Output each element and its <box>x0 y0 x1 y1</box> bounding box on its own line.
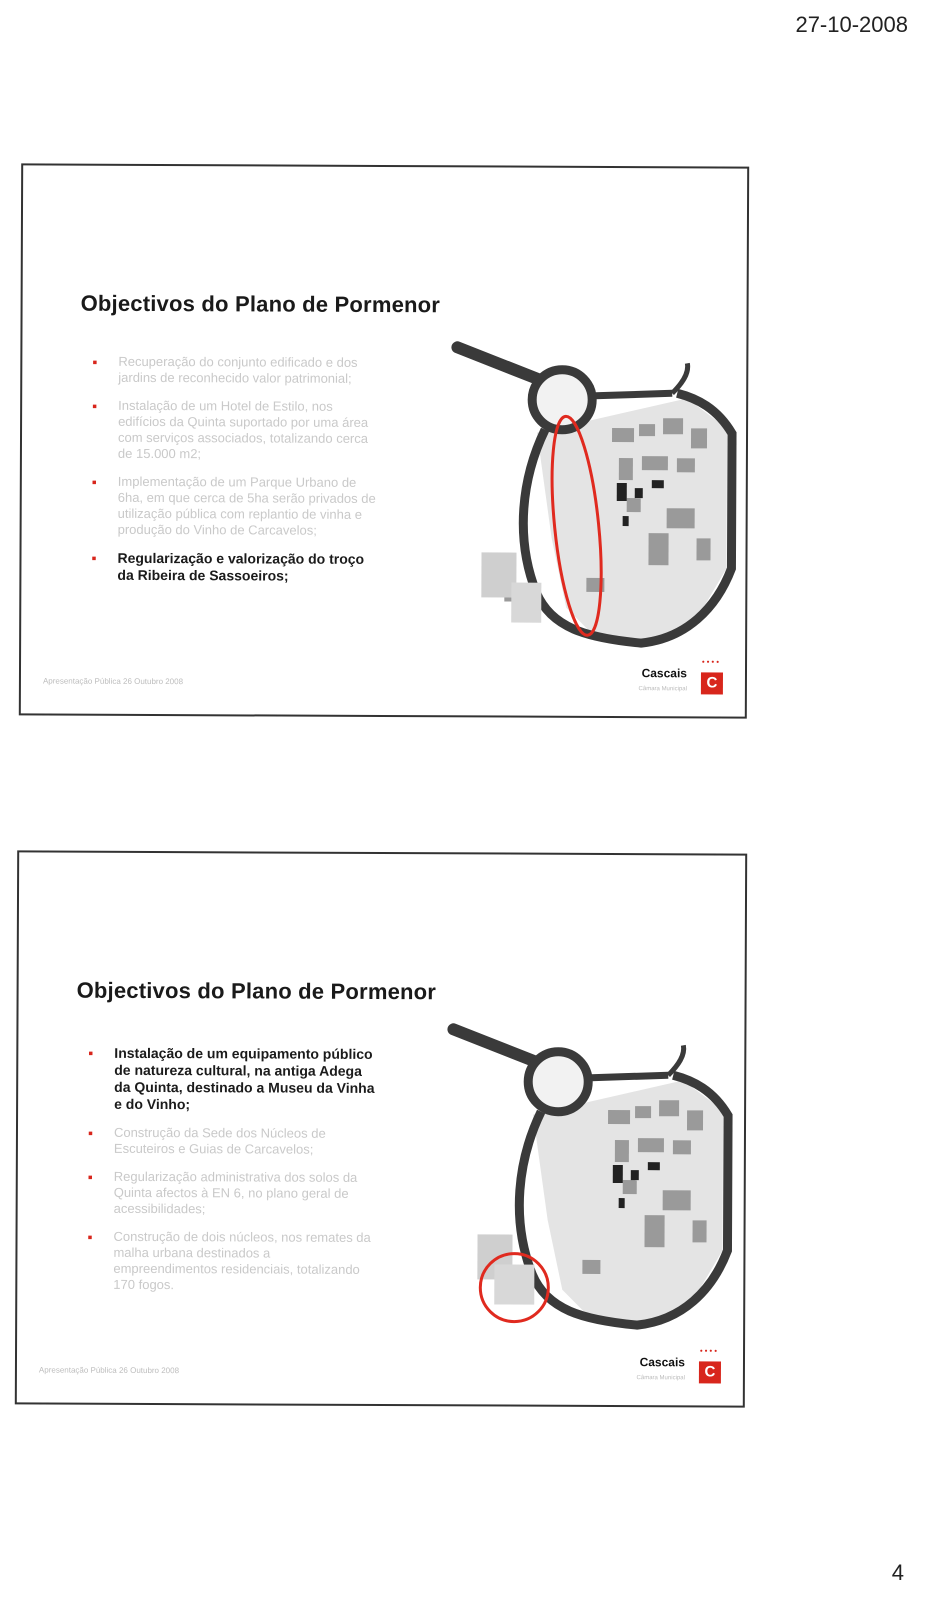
logo-name: Cascais <box>641 666 688 681</box>
bullet-icon: ▪ <box>92 353 98 370</box>
bullet-item: ▪ Regularização e valorização do troço da Ribeira de Sassoeiros; <box>91 549 365 584</box>
logo-dots-icon: •••• <box>701 657 722 667</box>
slide-title: Objectivos do Plano de Pormenor <box>76 977 437 1005</box>
slide-footer: Apresentação Pública 26 Outubro 2008 <box>38 1365 180 1376</box>
logo-dots-icon: •••• <box>699 1346 720 1356</box>
bullet-item: ▪ Instalação de um equipamento público de natureza cultural, na antiga Adega da Quinta, destinado a Museu da Vinha e do Vinho; <box>88 1044 375 1113</box>
page-date: 27-10-2008 <box>795 12 908 37</box>
slide-title: Objectivos do Plano de Pormenor <box>80 290 441 318</box>
logo-box: C <box>701 672 723 694</box>
slide-2 <box>15 850 747 1407</box>
slide-footer: Apresentação Pública 26 Outubro 2008 <box>42 676 184 687</box>
logo-sub: Câmara Municipal <box>636 1375 685 1382</box>
bullet-item: ▪ Construção da Sede dos Núcleos de Escuteiros e Guias de Carcavelos; <box>87 1124 326 1157</box>
bullet-icon: ▪ <box>87 1228 93 1245</box>
bullet-item: ▪ Implementação de um Parque Urbano de 6ha, em que cerca de 5ha serão privados de utilização pública com replantio de vinha e produção do Vinho de Carcavelos; <box>91 473 376 538</box>
bullet-icon: ▪ <box>91 473 97 490</box>
bullet-icon: ▪ <box>87 1168 93 1185</box>
bullet-list <box>91 354 382 597</box>
page-number: 4 <box>891 1560 904 1585</box>
cascais-logo <box>611 1341 721 1389</box>
cascais-logo <box>613 652 723 700</box>
bullet-item: ▪ Recuperação do conjunto edificado e dos jardins de reconhecido valor patrimonial; <box>92 353 358 386</box>
bullet-icon: ▪ <box>87 1124 93 1141</box>
bullet-icon: ▪ <box>92 397 98 414</box>
site-map <box>426 337 737 658</box>
bullet-item: ▪ Instalação de um Hotel de Estilo, nos edifícios da Quinta suportado por uma área com serviços associados, totalizando cerca de 15.000 m2; <box>92 397 369 462</box>
bullet-item: ▪ Regularização administrativa dos solos da Quinta afectos à EN 6, no plano geral de acessibilidades; <box>87 1168 358 1217</box>
bullet-icon: ▪ <box>91 549 97 566</box>
slide-1 <box>19 163 749 718</box>
site-map <box>422 1019 733 1340</box>
bullet-item: ▪ Construção de dois núcleos, nos remates da malha urbana destinados a empreendimentos residenciais, totalizando 170 fogos. <box>87 1228 371 1293</box>
bullet-icon: ▪ <box>88 1044 94 1061</box>
logo-box: C <box>699 1361 721 1383</box>
logo-sub: Câmara Municipal <box>638 686 687 693</box>
bullet-list <box>87 1045 378 1306</box>
logo-name: Cascais <box>639 1355 686 1370</box>
